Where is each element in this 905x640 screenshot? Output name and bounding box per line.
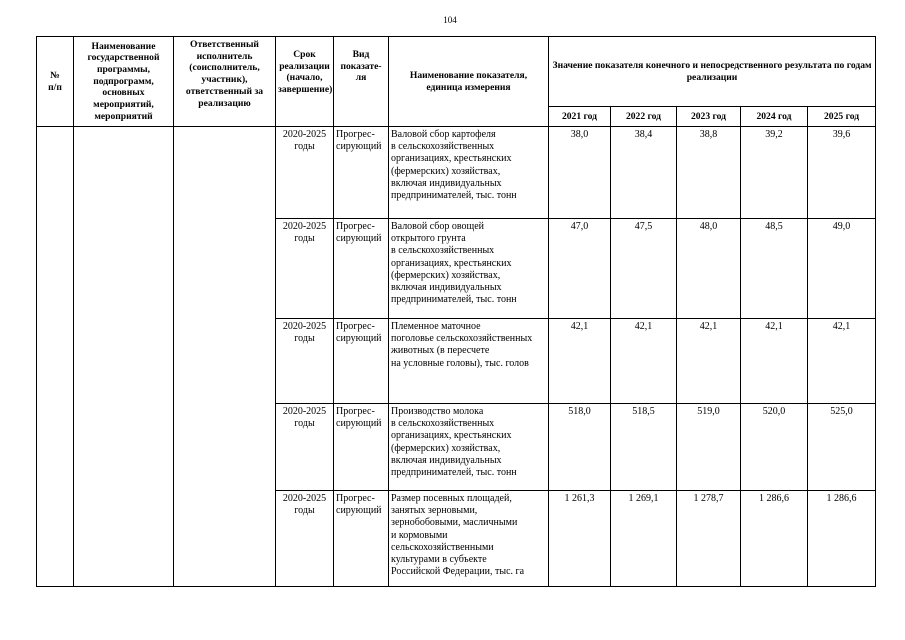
cell-value: 42,1 bbox=[549, 319, 611, 404]
header-type: Вид показате-ля bbox=[334, 37, 389, 127]
cell-value: 1 261,3 bbox=[549, 491, 611, 587]
indicators-table bbox=[36, 36, 876, 587]
cell-value: 42,1 bbox=[677, 319, 741, 404]
header-num: № п/п bbox=[37, 37, 74, 127]
cell-indicator: Размер посевных площадей, занятых зерновыми, зернобобовыми, масличными и кормовыми сельскохозяйственными культурами в субъекте Российской Федерации, тыс. га bbox=[389, 491, 549, 587]
cell-value: 48,0 bbox=[677, 219, 741, 319]
header-year-2024: 2024 год bbox=[741, 107, 808, 127]
cell-type: Прогрес- сирующий bbox=[334, 219, 389, 319]
cell-indicator: Производство молока в сельскохозяйственных организациях, крестьянских (фермерских) хозяйствах, включая индивидуальных предпринимателей, тыс. тонн bbox=[389, 404, 549, 491]
table-row bbox=[37, 127, 876, 219]
cell-value: 1 278,7 bbox=[677, 491, 741, 587]
header-indicator: Наименование показателя, единица измерения bbox=[389, 37, 549, 127]
header-row-1 bbox=[37, 37, 876, 107]
cell-indicator: Племенное маточное поголовье сельскохозяйственных животных (в пересчете на условные головы), тыс. голов bbox=[389, 319, 549, 404]
cell-value: 42,1 bbox=[611, 319, 677, 404]
cell-value: 49,0 bbox=[808, 219, 876, 319]
cell-value: 1 286,6 bbox=[808, 491, 876, 587]
cell-value: 518,5 bbox=[611, 404, 677, 491]
header-term: Срок реализации (начало, завершение) bbox=[276, 37, 334, 127]
cell-value: 518,0 bbox=[549, 404, 611, 491]
header-year-2023: 2023 год bbox=[677, 107, 741, 127]
cell-value: 39,2 bbox=[741, 127, 808, 219]
cell-value: 1 269,1 bbox=[611, 491, 677, 587]
cell-term: 2020-2025 годы bbox=[276, 404, 334, 491]
cell-program-empty bbox=[74, 127, 174, 587]
cell-term: 2020-2025 годы bbox=[276, 219, 334, 319]
cell-value: 520,0 bbox=[741, 404, 808, 491]
cell-term: 2020-2025 годы bbox=[276, 491, 334, 587]
cell-type: Прогрес- сирующий bbox=[334, 319, 389, 404]
cell-value: 47,5 bbox=[611, 219, 677, 319]
cell-value: 38,8 bbox=[677, 127, 741, 219]
cell-value: 1 286,6 bbox=[741, 491, 808, 587]
cell-value: 42,1 bbox=[808, 319, 876, 404]
cell-value: 525,0 bbox=[808, 404, 876, 491]
cell-type: Прогрес- сирующий bbox=[334, 127, 389, 219]
header-executor: Ответственный исполнитель (соисполнитель, участник), ответственный за реализацию bbox=[174, 37, 276, 127]
header-year-2022: 2022 год bbox=[611, 107, 677, 127]
cell-value: 42,1 bbox=[741, 319, 808, 404]
header-value-group: Значение показателя конечного и непосредственного результата по годам реализации bbox=[549, 37, 876, 107]
cell-value: 519,0 bbox=[677, 404, 741, 491]
cell-value: 38,0 bbox=[549, 127, 611, 219]
cell-type: Прогрес- сирующий bbox=[334, 404, 389, 491]
cell-num-empty bbox=[37, 127, 74, 587]
cell-value: 38,4 bbox=[611, 127, 677, 219]
cell-value: 48,5 bbox=[741, 219, 808, 319]
cell-value: 39,6 bbox=[808, 127, 876, 219]
header-year-2021: 2021 год bbox=[549, 107, 611, 127]
page-number: 104 bbox=[443, 15, 457, 25]
cell-term: 2020-2025 годы bbox=[276, 127, 334, 219]
header-year-2025: 2025 год bbox=[808, 107, 876, 127]
cell-term: 2020-2025 годы bbox=[276, 319, 334, 404]
cell-indicator: Валовой сбор овощей открытого грунта в сельскохозяйственных организациях, крестьянских (фермерских) хозяйствах, включая индивидуальных предпринимателей, тыс. тонн bbox=[389, 219, 549, 319]
cell-indicator: Валовой сбор картофеля в сельскохозяйственных организациях, крестьянских (фермерских) хозяйствах, включая индивидуальных предпринимателей, тыс. тонн bbox=[389, 127, 549, 219]
cell-type: Прогрес- сирующий bbox=[334, 491, 389, 587]
cell-value: 47,0 bbox=[549, 219, 611, 319]
header-program: Наименование государственной программы, подпрограмм, основных мероприятий, мероприятий bbox=[74, 37, 174, 127]
cell-executor-empty bbox=[174, 127, 276, 587]
